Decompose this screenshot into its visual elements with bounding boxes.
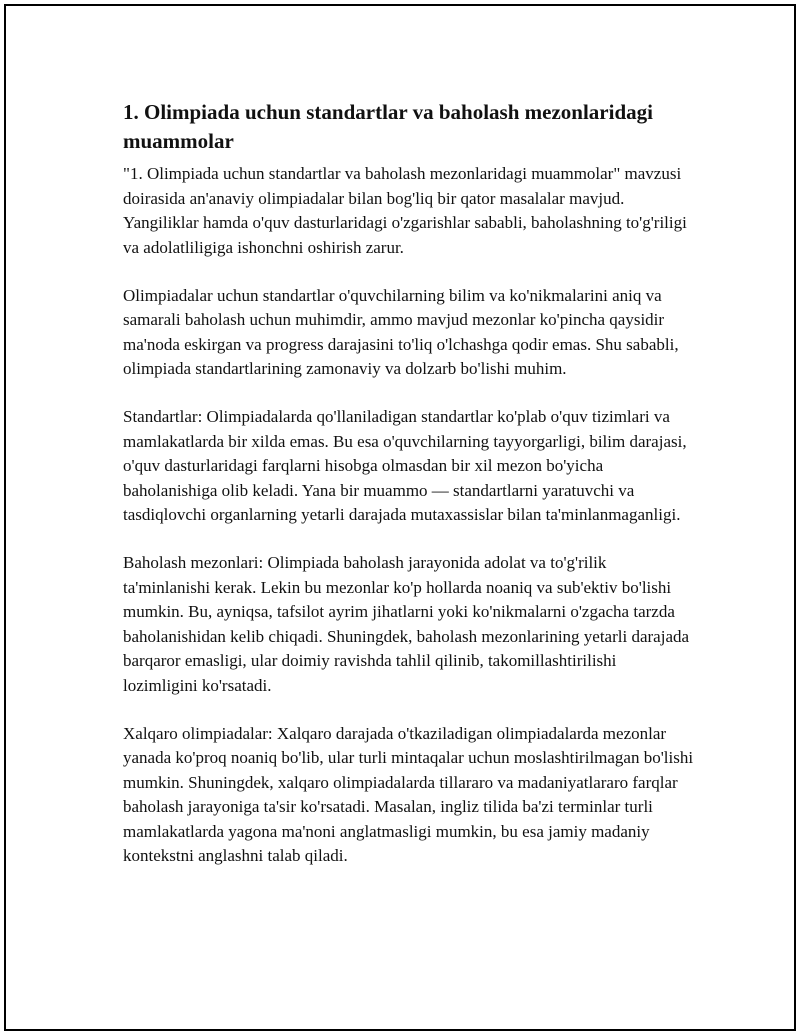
paragraph-evaluation-criteria: Baholash mezonlari: Olimpiada baholash jarayonida adolat va to'g'rilik ta'minlanishi kerak. Lekin bu mezonlar ko'p hollarda noaniq va sub'ektiv bo'lishi mumkin. Bu, ayniqsa, tafsilot ayrim jihatlarni yoki ko'nikmalarni o'zgacha tarzda baholanishidan kelib chiqadi. Shuningdek, baholash mezonlarining yetarli darajada barqaror emasligi, ular doimiy ravishda tahlil qilinib, takomillashtirilishi lozimligini ko'rsatadi.: [123, 553, 690, 695]
paragraph-importance: Olimpiadalar uchun standartlar o'quvchilarning bilim va ko'nikmalarini aniq va samarali baholash uchun muhimdir, ammo mavjud mezonlar ko'pincha qaysidir ma'noda eskirgan va progress darajasini to'liq o'lchashga qodir emas. Shu sababli, olimpiada standartlarining zamonaviy va dolzarb bo'lishi muhim.: [123, 285, 679, 378]
paragraph-international-olympiads: Xalqaro olimpiadalar: Xalqaro darajada o'tkaziladigan olimpiadalarda mezonlar yanada ko'proq noaniq bo'lib, ular turli mintaqalar uchun moslashtirilmagan bo'lishi mumkin. Shuningdek, xalqaro olimpiadalarda tillararo va madaniyatlararo farqlar baholash jarayoniga ta'sir ko'rsatadi. Masalan, ingliz tilida ba'zi terminlar turli mamlakatlarda yagona ma'noni anglatmasligi mumkin, bu esa jamiy madaniy kontekstni anglashni talab qiladi.: [123, 723, 694, 865]
page-frame: [4, 4, 796, 1031]
document-body: [123, 98, 695, 892]
document-title: 1. Olimpiada uchun standartlar va baholash mezonlaridagi muammolar: [123, 100, 653, 153]
paragraph-standards: Standartlar: Olimpiadalarda qo'llaniladigan standartlar ko'plab o'quv tizimlari va mamlakatlarda bir xilda emas. Bu esa o'quvchilarning tayyorgarligi, bilim darajasi, o'quv dasturlaridagi farqlarni hisobga olmasdan bir xil mezon bo'yicha baholanishiga olib keladi. Yana bir muammo — standartlarni yaratuvchi va tasdiqlovchi organlarning yetarli darajada mutaxassislar bilan ta'minlanmaganligi.: [123, 407, 687, 524]
paragraph-intro: "1. Olimpiada uchun standartlar va baholash mezonlaridagi muammolar" mavzusi doirasida an'anaviy olimpiadalar bilan bog'liq bir qator masalalar mavjud. Yangiliklar hamda o'quv dasturlaridagi o'zgarishlar sababli, baholashning to'g'riligi va adolatliligiga ishonchni oshirish zarur.: [123, 164, 687, 257]
